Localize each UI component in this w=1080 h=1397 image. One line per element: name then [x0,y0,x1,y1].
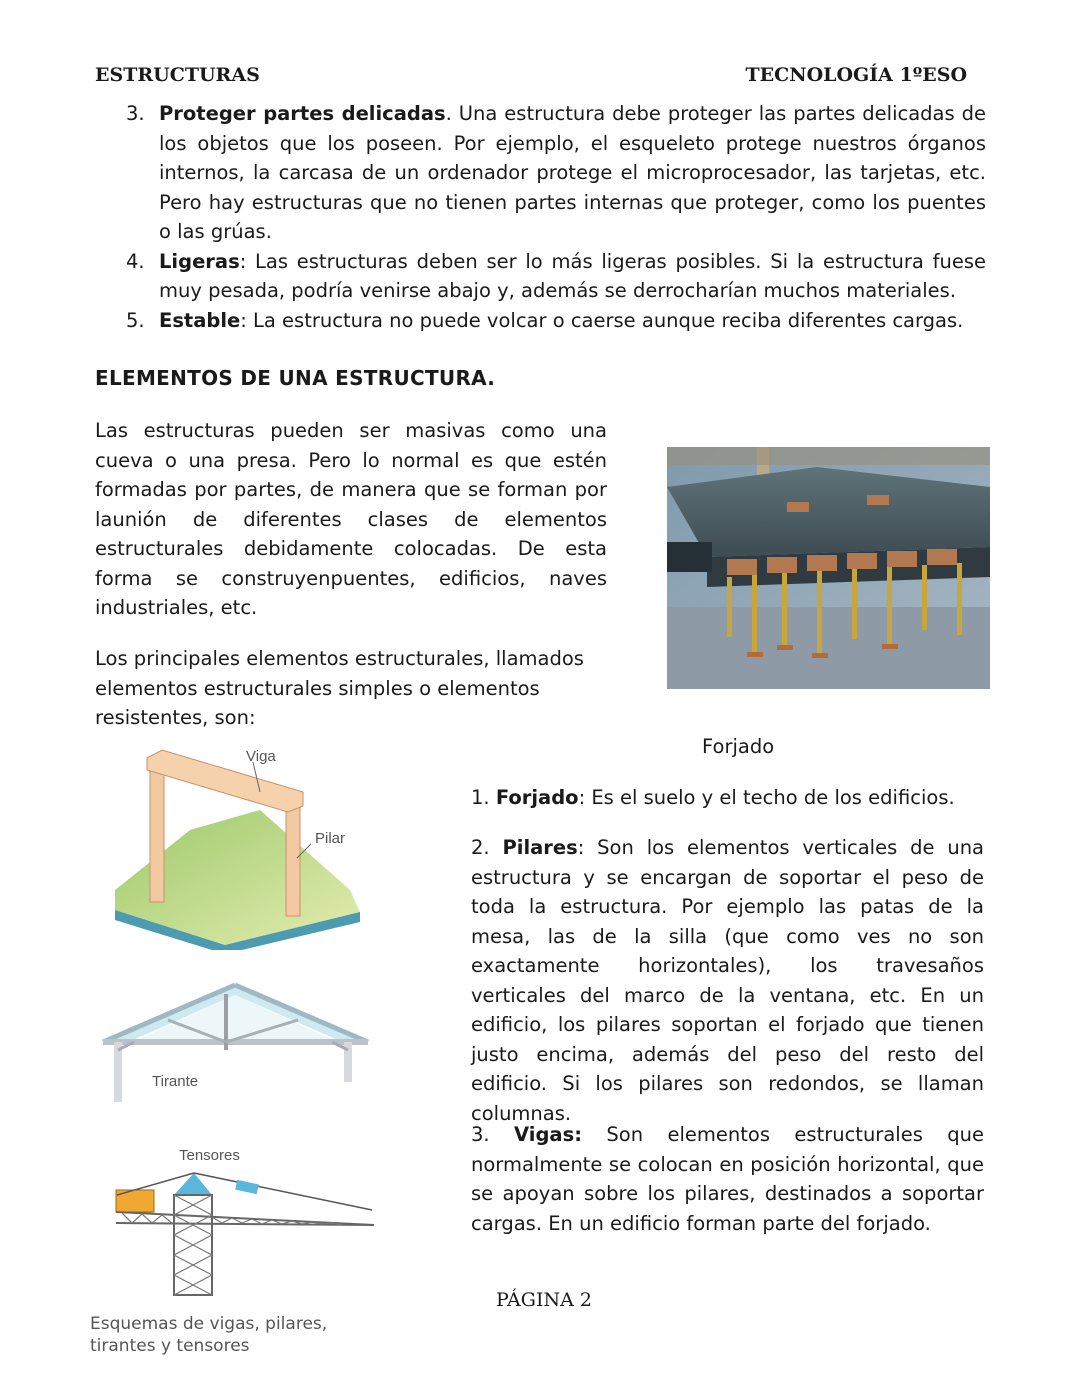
item-term: Forjado [495,786,579,809]
item-number: 1. [471,786,490,809]
diagram-caption: Esquemas de vigas, pilares, tirantes y tensores [90,1314,328,1356]
element-vigas [471,1120,984,1238]
item-text: . Una estructura debe proteger las partes delicadas de los objetos que los poseen. Por ejemplo, el esqueleto protege nuestros órganos internos, la carcasa de un ordenador protege el microprocesador, las tarjetas, etc. Pero hay estructuras que no tienen partes internas que proteger, como los puentes o las grúas. [159,102,986,243]
label-tensores: Tensores [179,1147,240,1164]
label-tirante: Tirante [152,1073,199,1090]
item-text: : Es el suelo y el techo de los edificios. [578,786,955,809]
item-text: Son elementos estructurales que normalmente se colocan en posición horizontal, que se apoyan sobre los pilares, destinados a soportar cargas. En un edificio forman parte del forjado. [471,1123,985,1235]
item-term: Ligeras [159,249,240,273]
header-right: TECNOLOGÍA 1ºESO [745,64,967,86]
item-number: 2. [471,836,490,859]
label-pilar: Pilar [315,830,346,847]
forjado-caption: Forjado [702,735,775,758]
item-term: Proteger partes delicadas [159,102,446,125]
page-number: PÁGINA 2 [496,1289,592,1311]
element-forjado [471,783,984,813]
item-text: : Son los elementos verticales de una estructura y se encargan de soportar el peso de toda la estructura. Por ejemplo las patas de la mesa, las de la silla (que como ves no son exactamente horizontales), los travesaños verticales del marco de la ventana, etc. En un edificio, los pilares soportan el forjado que tienen justo encima, además del peso del resto del edificio. Si los pilares son redondos, se llaman columnas. [471,836,984,1125]
main-elements-paragraph: Los principales elementos estructurales, llamados elementos estructurales simples o elementos resistentes, son: [95,647,584,729]
item-term: Estable [159,308,241,332]
header-left: ESTRUCTURAS [95,64,260,86]
element-pilares [471,833,984,1128]
item-number: 5. [126,308,145,332]
list-item [126,99,986,247]
label-viga: Viga [246,748,276,765]
list-item [126,247,986,306]
item-number: 3. [126,102,145,125]
item-text: : Las estructuras deben ser lo más ligeras posibles. Si la estructura fuese muy pesada, podría venirse abajo y, además se derrocharían muchos materiales. [159,249,986,302]
item-term: Pilares [502,836,578,859]
requirements-list [126,99,986,335]
forjado-photo [667,447,990,689]
item-text: : La estructura no puede volcar o caerse aunque reciba diferentes cargas. [240,308,964,332]
tensores-diagram [112,1165,377,1300]
tirante-diagram [98,980,373,1105]
item-number: 4. [126,249,145,273]
list-item [126,306,986,336]
item-term: Vigas: [514,1123,582,1146]
section-title: ELEMENTOS DE UNA ESTRUCTURA. [95,366,496,390]
item-number: 3. [471,1123,490,1146]
intro-paragraph: Las estructuras pueden ser masivas como una cueva o una presa. Pero lo normal es que estén formadas por partes, de manera que se forman por launión de diferentes clases de elementos estructurales debidamente colocadas. De esta forma se construyenpuentes, edificios, naves industriales, etc. [95,419,607,619]
